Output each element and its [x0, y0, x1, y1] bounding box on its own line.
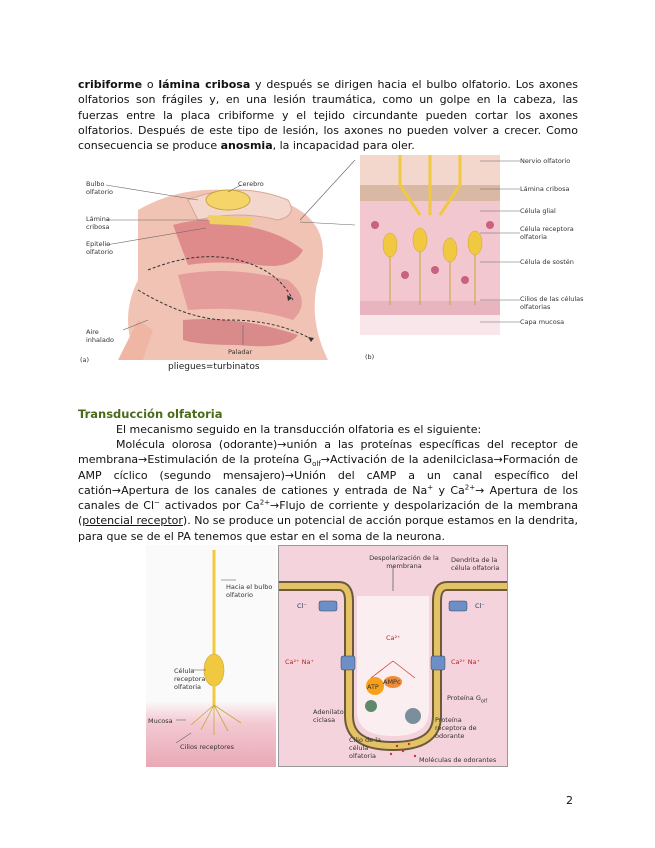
label-ampc: AMPc [383, 678, 401, 686]
label-cilio-celula: Cilio de la célula olfatoria [349, 736, 381, 760]
label-nervio-olfatorio: Nervio olfatorio [520, 157, 571, 165]
label-hacia-bulbo: Hacia el bulbo olfatorio [226, 583, 273, 599]
label-despolarizacion: Despolarización de la membrana [369, 554, 439, 570]
figure2-right-panel [278, 545, 508, 767]
figure2-left-panel [146, 545, 276, 767]
label-cilios: Cilios de las células olfatorias [520, 295, 584, 311]
label-capa-mucosa: Capa mucosa [520, 318, 565, 326]
label-celula-receptora: Célula receptora olfatoria [520, 225, 574, 241]
epithelium-leader-lines [480, 155, 540, 335]
intro-paragraph: cribiforme o lámina cribosa y después se dirigen hacia el bulbo olfatorio. Los axones olfatorios son frágiles y, en una lesión traumática, como un golpe en la cabeza, las fuerzas entre la placa cribiforme y el tejido circundante pueden cortar los axones olfatorios. Después de este tipo de lesión, los axones no pueden volver a crecer. Como consecuencia se produce anosmia, la incapacidad para oler. [78, 78, 578, 153]
section-paragraph-1: El mecanismo seguido en la transducción olfatoria es el siguiente: [116, 423, 482, 436]
label-lamina-cribosa-b: Lámina cribosa [520, 185, 570, 193]
label-ca-center: Ca²⁺ [386, 634, 401, 642]
page-number: 2 [566, 794, 573, 807]
label-celula-sosten: Célula de sostén [520, 258, 574, 266]
section-title: Transducción olfatoria [78, 407, 223, 421]
term-cribiforme: cribiforme [78, 78, 143, 91]
label-celula-glial: Célula glial [520, 207, 556, 215]
term-potencial-receptor: potencial receptor [82, 514, 183, 528]
figure1-caption: pliegues=turbinatos [168, 362, 260, 372]
olfactory-bulb-shape [206, 190, 250, 210]
label-proteina-receptora: Proteína receptora de odorante [435, 716, 477, 740]
term-anosmia: anosmia [220, 139, 273, 153]
label-cl-left: Cl⁻ [297, 602, 307, 610]
label-moleculas-odorantes: Moléculas de odorantes [419, 756, 497, 764]
label-ca-na-right: Ca²⁺ Na⁺ [451, 658, 480, 666]
label-adenilato-ciclasa: Adenilato ciclasa [313, 708, 344, 724]
label-aire-inhalado: Aire inhalado [86, 328, 114, 344]
label-panel-a: (a) [80, 356, 90, 364]
section-paragraph-2: Molécula olorosa (odorante)→unión a las proteínas específicas del receptor de membrana→Estimulación de la proteína $G_{olf}\to Activación$ de la adenilciclasa→Formación de AMP cíclico (segundo mensajero)→Unión del cAMP a un canal específico del catión→Apertura de los canales de cationes y entrada de Na+ y $Ca^{2+}\to$ Apertura de los canales de Cl− activados por $Ca^{2+}\to Flujo$ de corriente y despolarización de la membrana (potencial receptor). No se produce un potencial de acción porque estamos en la dendrita, para que se de el PA tenemos que estar en el soma de la neurona. [78, 438, 579, 543]
label-celula-receptora-olfatoria: Célula receptora olfatoria [174, 667, 206, 691]
label-bulbo-olfatorio: Bulbo olfatorio [86, 180, 114, 196]
term-lamina-cribosa: lámina cribosa [158, 78, 251, 91]
label-cilios-receptores: Cilios receptores [180, 743, 235, 751]
label-proteina-g: Proteína $G_{olf}$ [447, 694, 488, 705]
label-epitelio-olfatorio: Epitelio olfatorio [86, 240, 114, 256]
epithelium-illustration [360, 155, 500, 335]
label-lamina-cribosa: Lámina cribosa [86, 215, 110, 231]
label-cl-right: Cl⁻ [475, 602, 485, 610]
label-dendrita: Dendrita de la célula olfatoria [451, 556, 500, 572]
label-atp: ATP [367, 683, 379, 691]
label-mucosa: Mucosa [148, 717, 173, 725]
figure-epithelium-detail [360, 155, 600, 370]
label-ca-na-left: Ca²⁺ Na⁺ [285, 658, 314, 666]
label-cerebro: Cerebro [238, 180, 264, 188]
label-panel-b: (b) [365, 353, 375, 361]
label-paladar: Paladar [228, 348, 253, 356]
receptor-cell-illustration [146, 545, 276, 767]
figure-transduction [146, 545, 508, 767]
figure1-connector-lines [300, 150, 360, 230]
